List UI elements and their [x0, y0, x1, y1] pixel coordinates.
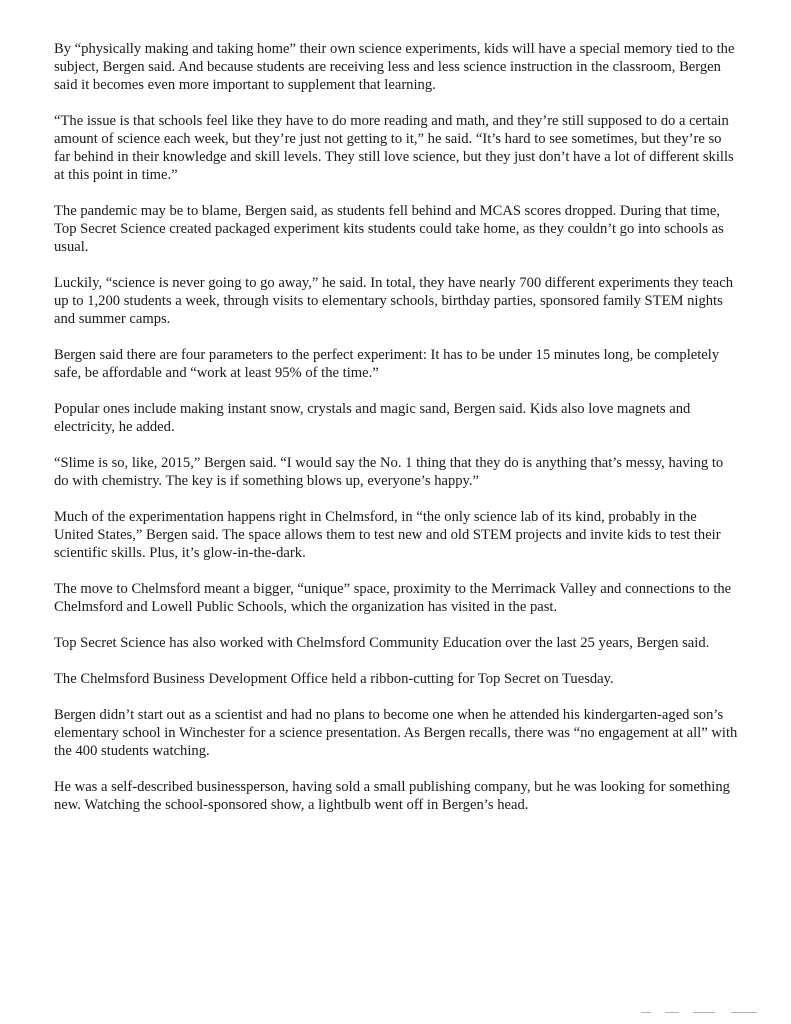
paragraph: He was a self-described businessperson, having sold a small publishing company, but he was looking for something new. Watching the school-sponsored show, a lightbulb went off in Bergen’s head. — [54, 779, 730, 813]
paragraph: The pandemic may be to blame, Bergen said, as students fell behind and MCAS scores dropped. During that time, Top Secret Science created packaged experiment kits students could take home, as they couldn’t go into schools as usual. — [54, 203, 724, 255]
paragraph: Much of the experimentation happens right in Chelmsford, in “the only science lab of its kind, probably in the United States,” Bergen said. The space allows them to test new and old STEM projects and invite kids to test their scientific skills. Plus, it’s glow-in-the-dark. — [54, 509, 721, 561]
paragraph: Luckily, “science is never going to go away,” he said. In total, they have nearly 700 different experiments they teach up to 1,200 students a week, through visits to elementary schools, birthday parties, sponsored family STEM nights and summer camps. — [54, 275, 734, 327]
paragraph: The Chelmsford Business Development Office held a ribbon-cutting for Top Secret on Tuesday. — [54, 671, 614, 687]
paragraph: Top Secret Science has also worked with Chelmsford Community Education over the last 25 years, Bergen said. — [54, 635, 710, 651]
paragraph: Bergen said there are four parameters to the perfect experiment: It has to be under 15 minutes long, be completely safe, be affordable and “work at least 95% of the time.” — [54, 347, 720, 381]
paragraph: Bergen didn’t start out as a scientist and had no plans to become one when he attended his kindergarten-aged son’s elementary school in Winchester for a science presentation. As Bergen recalls, there was “no engagement at all” with the 400 students watching. — [54, 707, 738, 759]
paragraph: Popular ones include making instant snow, crystals and magic sand, Bergen said. Kids also love magnets and electricity, he added. — [54, 401, 691, 435]
paragraph: “Slime is so, like, 2015,” Bergen said. “I would say the No. 1 thing that they do is anything that’s messy, having to do with chemistry. The key is if something blows up, everyone’s happy.” — [54, 455, 724, 489]
paragraph: By “physically making and taking home” their own science experiments, kids will have a special memory tied to the subject, Bergen said. And because students are receiving less and less science instruction in the classroom, Bergen said it becomes even more important to supplement that learning. — [54, 41, 735, 93]
article-body — [54, 40, 739, 832]
paragraph: “The issue is that schools feel like they have to do more reading and math, and they’re still supposed to do a certain amount of science each week, but they’re just not getting to it,” he said. “It’s hard to see sometimes, but they’re so far behind in their knowledge and skill levels. They still love science, but they just don’t have a lot of different skills at this point in time.” — [54, 113, 734, 183]
paragraph: The move to Chelmsford meant a bigger, “unique” space, proximity to the Merrimack Valley and connections to the Chelmsford and Lowell Public Schools, which the organization has visited in the past. — [54, 581, 732, 615]
scan-artifact-marks — [641, 1010, 761, 1016]
